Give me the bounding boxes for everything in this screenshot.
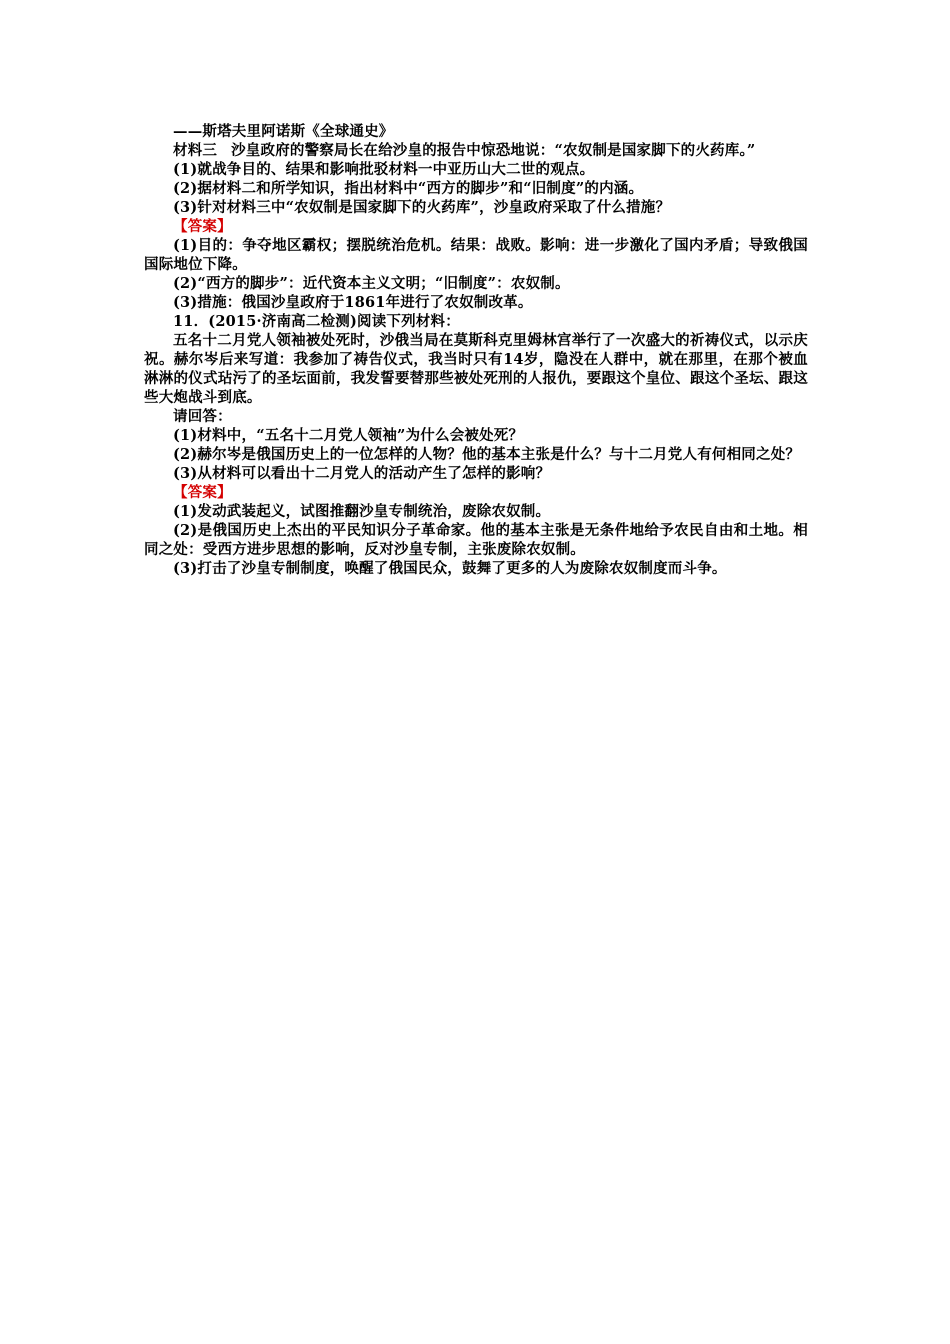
material-three-text: 沙皇政府的警察局长在给沙皇的报告中惊恐地说：“农奴制是国家脚下的火药库。” bbox=[231, 142, 756, 159]
q10-answer-1: (1)目的：争夺地区霸权；摆脱统治危机。结果：战败。影响：进一步激化了国内矛盾；导致俄国国际地位下降。 bbox=[144, 237, 808, 273]
q11-question-3: (3)从材料可以看出十二月党人的活动产生了怎样的影响？ bbox=[173, 465, 551, 482]
q11-answer-1: (1)发动武装起义，试图推翻沙皇专制统治，废除农奴制。 bbox=[173, 503, 551, 520]
material-three bbox=[144, 141, 808, 160]
q10-question-1: (1)就战争目的、结果和影响批驳材料一中亚历山大二世的观点。 bbox=[173, 161, 595, 178]
q11-answer-3: (3)打击了沙皇专制制度，唤醒了俄国民众，鼓舞了更多的人为废除农奴制度而斗争。 bbox=[173, 560, 727, 577]
q10-question-2: (2)据材料二和所学知识，指出材料中“西方的脚步”和“旧制度”的内涵。 bbox=[173, 180, 644, 197]
material-three-label: 材料三 bbox=[173, 142, 218, 159]
q10-answer-2: (2)“西方的脚步”：近代资本主义文明；“旧制度”：农奴制。 bbox=[173, 275, 570, 292]
q10-answer-3: (3)措施：俄国沙皇政府于1861年进行了农奴制改革。 bbox=[173, 294, 533, 311]
q11-prompt: 请回答： bbox=[173, 408, 232, 425]
q10-question-3: (3)针对材料三中“农奴制是国家脚下的火药库”，沙皇政府采取了什么措施？ bbox=[173, 199, 671, 216]
document-body bbox=[144, 122, 808, 578]
source-citation: ——斯塔夫里阿诺斯《全球通史》 bbox=[173, 123, 394, 140]
q11-intro: 11．(2015·济南高二检测)阅读下列材料： bbox=[173, 313, 460, 330]
q11-question-2: (2)赫尔岑是俄国历史上的一位怎样的人物？他的基本主张是什么？与十二月党人有何相同之处？ bbox=[173, 446, 801, 463]
q11-question-1: (1)材料中，“五名十二月党人领袖”为什么会被处死？ bbox=[173, 427, 524, 444]
q11-material: 五名十二月党人领袖被处死时，沙俄当局在莫斯科克里姆林宫举行了一次盛大的祈祷仪式，以示庆祝。赫尔岑后来写道：我参加了祷告仪式，我当时只有14岁，隐没在人群中，就在那里，在那个被血淋淋的仪式玷污了的圣坛面前，我发誓要替那些被处死刑的人报仇，要跟这个皇位、跟这个圣坛、跟这些大炮战斗到底。 bbox=[144, 332, 808, 406]
answer-label: 【答案】 bbox=[173, 218, 232, 235]
q11-answer-2: (2)是俄国历史上杰出的平民知识分子革命家。他的基本主张是无条件地给予农民自由和土地。相同之处：受西方进步思想的影响，反对沙皇专制，主张废除农奴制。 bbox=[144, 522, 808, 558]
answer-label-2: 【答案】 bbox=[173, 484, 232, 501]
